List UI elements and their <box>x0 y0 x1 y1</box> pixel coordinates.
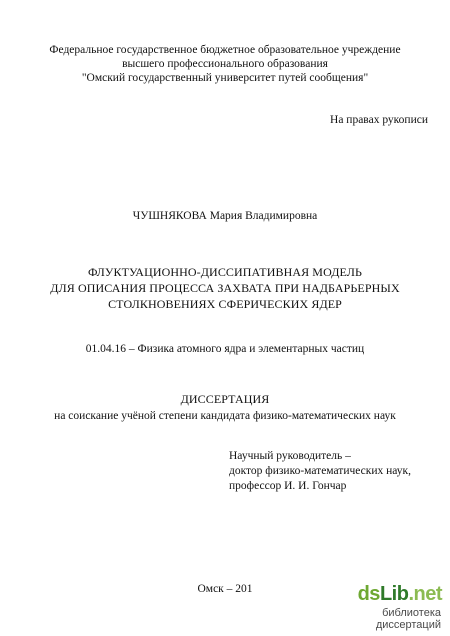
supervisor-line-1: Научный руководитель – <box>229 450 351 462</box>
dissertation-label: ДИССЕРТАЦИЯ <box>180 392 270 406</box>
specialty-code: 01.04.16 – Физика атомного ядра и элементарных частиц <box>85 343 365 355</box>
institution-line-2: высшего профессионального образования <box>122 58 328 70</box>
degree-line: на соискание учёной степени кандидата физико-математических наук <box>54 410 396 422</box>
supervisor-block <box>229 449 411 494</box>
author-name: ЧУШНЯКОВА Мария Владимировна <box>132 210 318 222</box>
supervisor-line-2: доктор физико-математических наук, <box>229 465 412 477</box>
logo-lib-part: Lib <box>379 583 409 605</box>
dslib-watermark <box>324 583 442 631</box>
manuscript-rights: На правах рукописи <box>330 114 428 126</box>
title-line-1: ФЛУКТУАЦИОННО-ДИССИПАТИВНАЯ МОДЕЛЬ <box>87 265 363 279</box>
title-line-3: СТОЛКНОВЕНИЯХ СФЕРИЧЕСКИХ ЯДЕР <box>108 297 342 311</box>
institution-line-1: Федеральное государственное бюджетное образовательное учреждение <box>49 44 401 56</box>
institution-line-3: "Омский государственный университет путей сообщения" <box>81 72 369 84</box>
logo-ds-part: ds <box>357 583 380 605</box>
dslib-logo <box>358 583 442 606</box>
supervisor-line-3: профессор И. И. Гончар <box>229 480 347 492</box>
title-line-2: ДЛЯ ОПИСАНИЯ ПРОЦЕССА ЗАХВАТА ПРИ НАДБАРЬЕРНЫХ <box>50 281 400 295</box>
logo-net-part: .net <box>408 583 442 605</box>
watermark-subtitle: библиотека диссертаций <box>375 607 441 631</box>
city-year: Омск – 201 <box>197 583 253 595</box>
